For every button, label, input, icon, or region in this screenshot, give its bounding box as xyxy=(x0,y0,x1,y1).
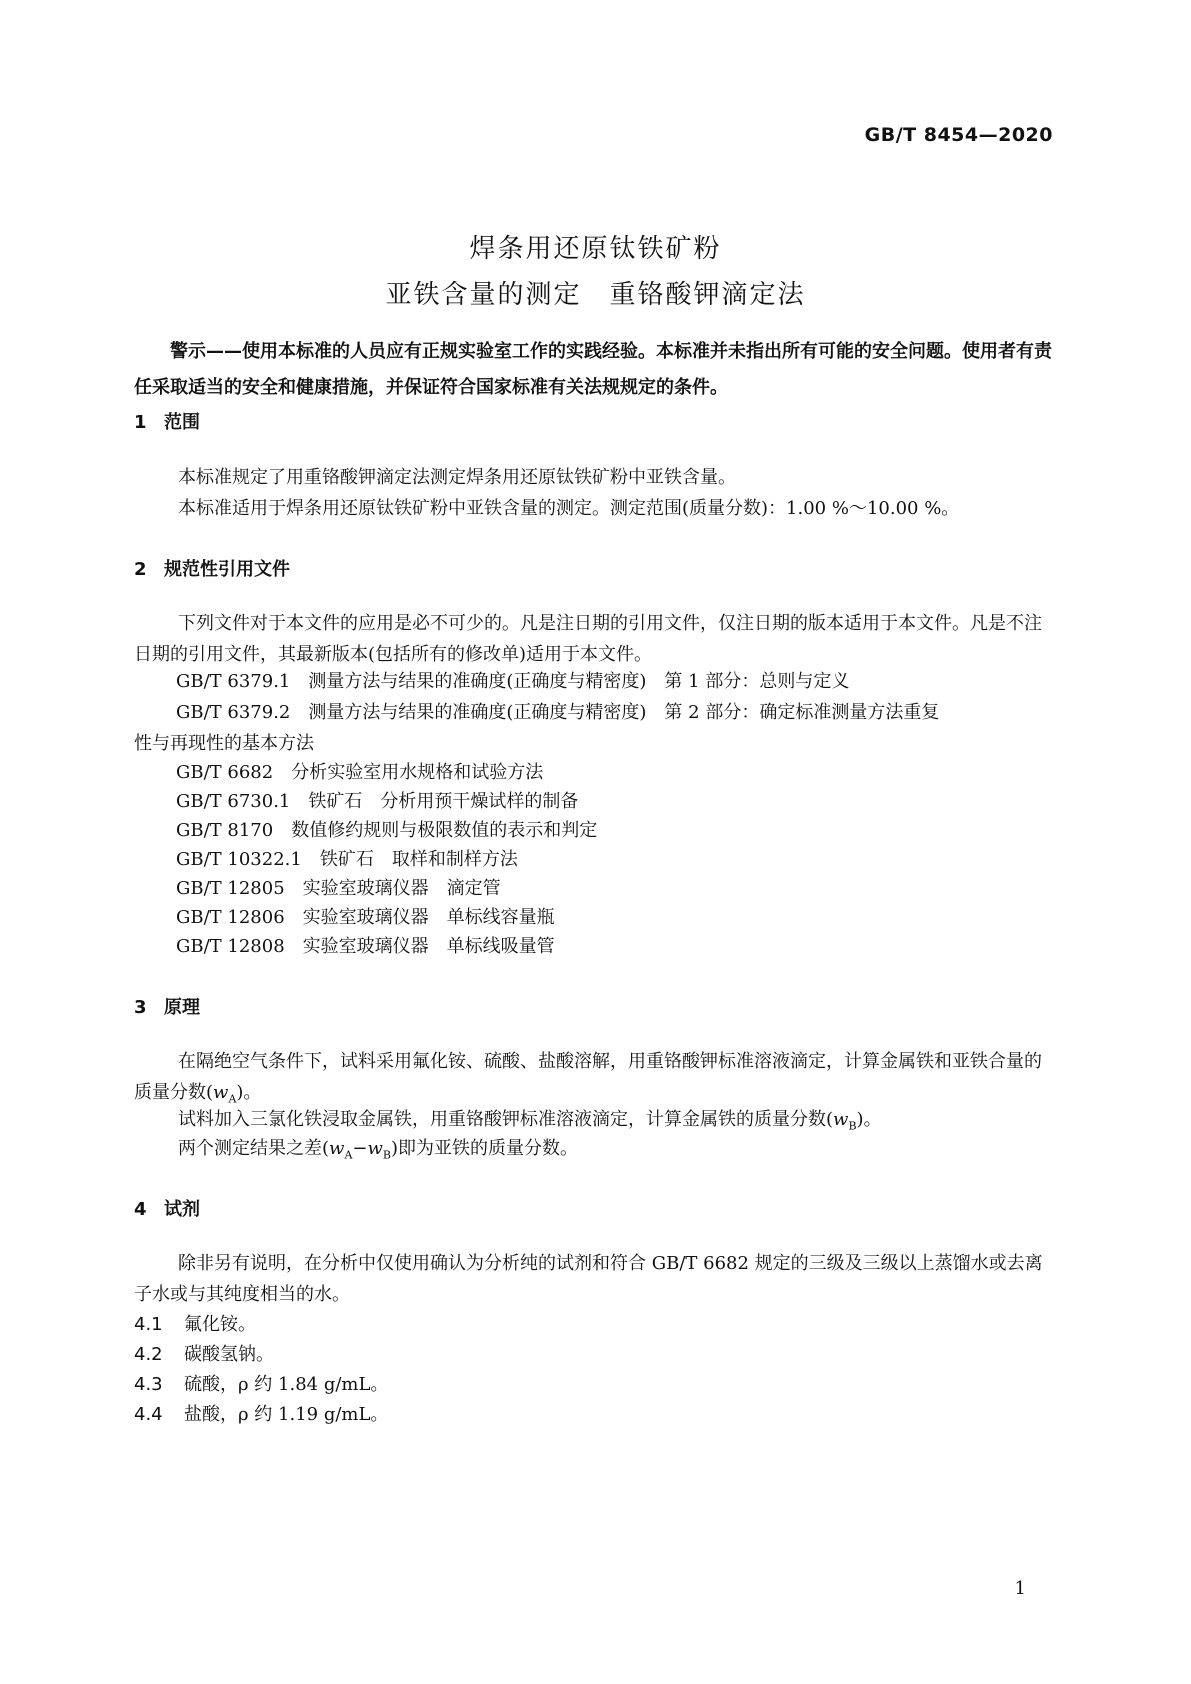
reagents-intro: 除非另有说明，在分析中仅使用确认为分析纯的试剂和符合 GB/T 6682 规定的三级及三级以上蒸馏水或去离子水或与其纯度相当的水。 xyxy=(134,1253,1043,1305)
section-title: 范围 xyxy=(164,412,200,433)
section-number: 2 xyxy=(134,559,147,580)
reference-item: GB/T 6379.2 测量方法与结果的准确度(正确度与精密度) 第 2 部分：确定标准测量方法重复 xyxy=(176,702,940,723)
section-number: 3 xyxy=(134,997,147,1018)
section-number: 1 xyxy=(134,412,147,433)
principle-paragraph-2: 试料加入三氯化铁浸取金属铁，用重铬酸钾标准溶液滴定，计算金属铁的质量分数$(w_B)$。 xyxy=(178,1109,882,1133)
scope-paragraph-1: 本标准规定了用重铬酸钾滴定法测定焊条用还原钛铁矿粉中亚铁含量。 xyxy=(178,467,736,488)
section-title: 试剂 xyxy=(164,1199,200,1220)
reference-item: GB/T 6730.1 铁矿石 分析用预干燥试样的制备 xyxy=(176,791,579,812)
reference-item-continued: 性与再现性的基本方法 xyxy=(134,733,314,754)
standard-number: GB/T 8454—2020 xyxy=(864,124,1053,146)
reference-item: GB/T 6682 分析实验室用水规格和试验方法 xyxy=(176,762,544,783)
section-title: 原理 xyxy=(164,997,200,1018)
section-4-heading xyxy=(134,1195,200,1221)
section-title: 规范性引用文件 xyxy=(164,559,290,580)
section-3-heading xyxy=(134,993,200,1019)
reference-item: GB/T 6379.1 测量方法与结果的准确度(正确度与精密度) 第 1 部分：总则与定义 xyxy=(176,671,850,692)
reference-item: GB/T 8170 数值修约规则与极限数值的表示和判定 xyxy=(176,820,598,841)
section-2-heading xyxy=(134,555,290,581)
reagent-item: 4.2 碳酸氢钠。 xyxy=(134,1344,274,1365)
reagent-item: 4.3 硫酸，ρ 约 1.84 g/mL。 xyxy=(134,1374,389,1395)
document-title-line2: 亚铁含量的测定 重铬酸钾滴定法 xyxy=(385,280,806,310)
reference-item: GB/T 12806 实验室玻璃仪器 单标线容量瓶 xyxy=(176,907,555,928)
reference-item: GB/T 12805 实验室玻璃仪器 滴定管 xyxy=(176,878,501,899)
reagent-item: 4.4 盐酸，ρ 约 1.19 g/mL。 xyxy=(134,1404,389,1425)
principle-paragraph-1: 在隔绝空气条件下，试料采用氟化铵、硫酸、盐酸溶解，用重铬酸钾标准溶液滴定，计算金属铁和亚铁合量的质量分数$(w_A)$。 xyxy=(134,1051,1042,1106)
scope-paragraph-2: 本标准适用于焊条用还原钛铁矿粉中亚铁含量的测定。测定范围(质量分数)：1.00 %～10.00 %。 xyxy=(178,498,960,519)
reference-item: GB/T 12808 实验室玻璃仪器 单标线吸量管 xyxy=(176,936,555,957)
warning-paragraph: 警示——使用本标准的人员应有正规实验室工作的实践经验。本标准并未指出所有可能的安全问题。使用者有责任采取适当的安全和健康措施，并保证符合国家标准有关法规规定的条件。 xyxy=(134,341,1052,398)
principle-paragraph-3: 两个测定结果之差$(w_A-w_B)$即为亚铁的质量分数。 xyxy=(178,1138,579,1162)
section-number: 4 xyxy=(134,1199,147,1220)
references-intro: 下列文件对于本文件的应用是必不可少的。凡是注日期的引用文件，仅注日期的版本适用于本文件。凡是不注日期的引用文件，其最新版本(包括所有的修改单)适用于本文件。 xyxy=(134,613,1042,665)
document-title-line1: 焊条用还原钛铁矿粉 xyxy=(469,234,722,264)
section-1-heading xyxy=(134,408,200,434)
reference-item: GB/T 10322.1 铁矿石 取样和制样方法 xyxy=(176,849,518,870)
page-number: 1 xyxy=(1014,1578,1026,1599)
reagent-item: 4.1 氟化铵。 xyxy=(134,1314,256,1335)
